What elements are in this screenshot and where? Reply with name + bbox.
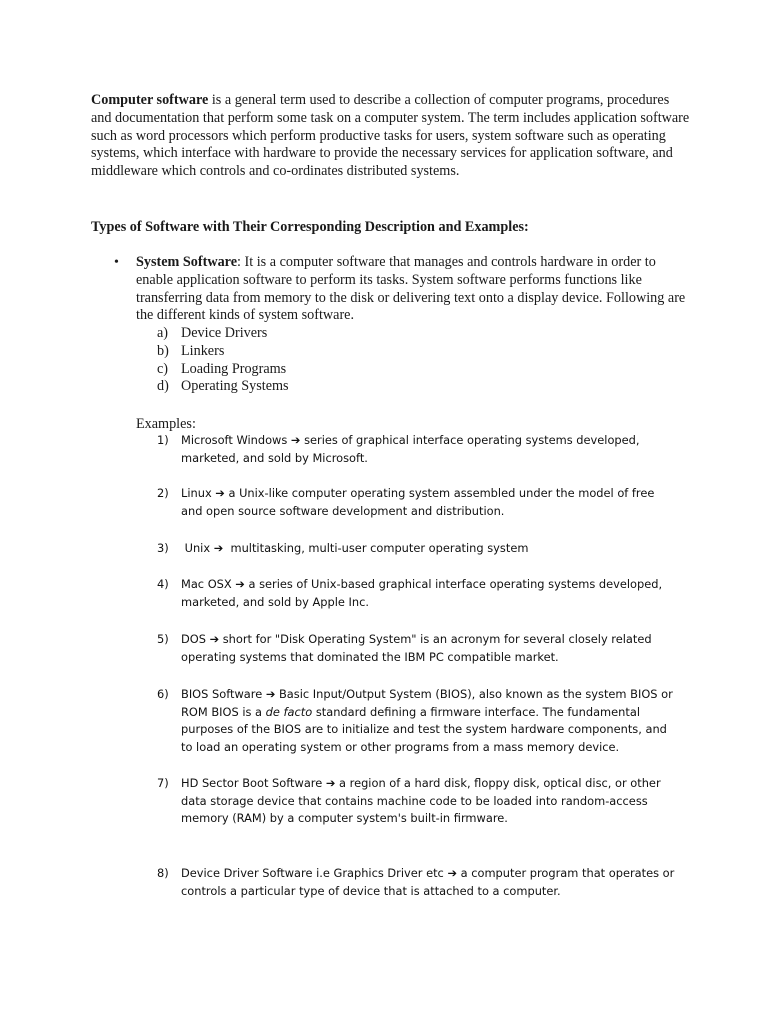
intro-paragraph: [91, 92, 691, 181]
kinds-list: [157, 325, 289, 396]
example-text: Mac OSX ➔ a series of Unix-based graphical interface operating systems developed, marketed, and sold by Apple Inc.: [181, 577, 663, 609]
example-item: [157, 775, 677, 828]
example-text-italic: de facto: [265, 704, 313, 719]
examples-label: Examples:: [136, 416, 196, 432]
section-heading: Types of Software with Their Corresponding Description and Examples:: [91, 219, 529, 235]
example-number: 4): [157, 577, 169, 591]
example-number: 2): [157, 486, 169, 500]
list-item-text: Loading Programs: [181, 360, 287, 377]
example-number: 7): [157, 776, 169, 790]
example-item: [157, 485, 677, 520]
example-text: HD Sector Boot Software ➔ a region of a hard disk, floppy disk, optical disc, or other data storage device that contains machine code to be loaded into random-access memory (RAM) by a computer system's built-in firmware.: [181, 776, 661, 825]
example-item: [157, 865, 677, 900]
example-text: Microsoft Windows ➔ series of graphical interface operating systems developed, marketed, and sold by Microsoft.: [181, 433, 640, 465]
list-item-label: b): [157, 342, 169, 359]
example-text: DOS ➔ short for "Disk Operating System" is an acronym for several closely related operating systems that dominated the IBM PC compatible market.: [181, 632, 652, 664]
example-text: Device Driver Software i.e Graphics Driver etc ➔ a computer program that operates or controls a particular type of device that is attached to a computer.: [181, 866, 675, 898]
list-item-label: c): [157, 360, 169, 377]
example-item: [157, 540, 677, 558]
example-item: [157, 686, 677, 756]
list-item: [157, 343, 289, 361]
list-item-text: Operating Systems: [181, 378, 289, 395]
example-text: [181, 686, 677, 756]
example-text: Linux ➔ a Unix-like computer operating system assembled under the model of free and open source software development and distribution.: [181, 486, 655, 518]
example-number: 6): [157, 687, 169, 701]
example-text-part: BIOS Software ➔ Basic Input/Output System (BIOS), also known as the system BIOS or ROM BIOS is a: [181, 687, 673, 719]
list-item-label: a): [157, 325, 169, 341]
example-number: 8): [157, 866, 169, 880]
example-text: Unix ➔ multitasking, multi-user computer operating system: [181, 541, 529, 555]
system-software-text: : It is a computer software that manages and controls hardware in order to enable application software to perform its tasks. System software performs functions like transferring data from memory to the disk or delivering text onto a display device. Following are the different kinds of system software.: [136, 254, 686, 324]
list-item: [157, 378, 289, 396]
intro-text: is a general term used to describe a collection of computer programs, procedures and documentation that perform some task on a computer system. The term includes application software such as word processors which perform productive tasks for users, system software such as operating systems, which interface with hardware to provide the necessary services for application software, and middleware which controls and co-ordinates distributed systems.: [91, 92, 690, 180]
list-item: [157, 361, 289, 379]
example-text-part: standard defining a firmware interface. The fundamental purposes of the BIOS are to initialize and test the system hardware components, and to load an operating system or other programs from a mass memory device.: [181, 704, 667, 754]
example-number: 3): [157, 541, 169, 555]
bullet-marker: •: [114, 255, 119, 270]
list-item-label: d): [157, 378, 169, 395]
example-item: [157, 432, 677, 467]
system-software-term: System Software: [136, 254, 238, 270]
example-item: [157, 631, 677, 666]
example-item: [157, 576, 677, 611]
list-item-text: Device Drivers: [181, 325, 268, 341]
example-number: 5): [157, 632, 169, 646]
example-number: 1): [157, 433, 169, 447]
list-item-text: Linkers: [181, 342, 225, 359]
system-software-paragraph: [136, 254, 696, 325]
list-item: [157, 325, 289, 343]
intro-term: Computer software: [91, 92, 209, 108]
